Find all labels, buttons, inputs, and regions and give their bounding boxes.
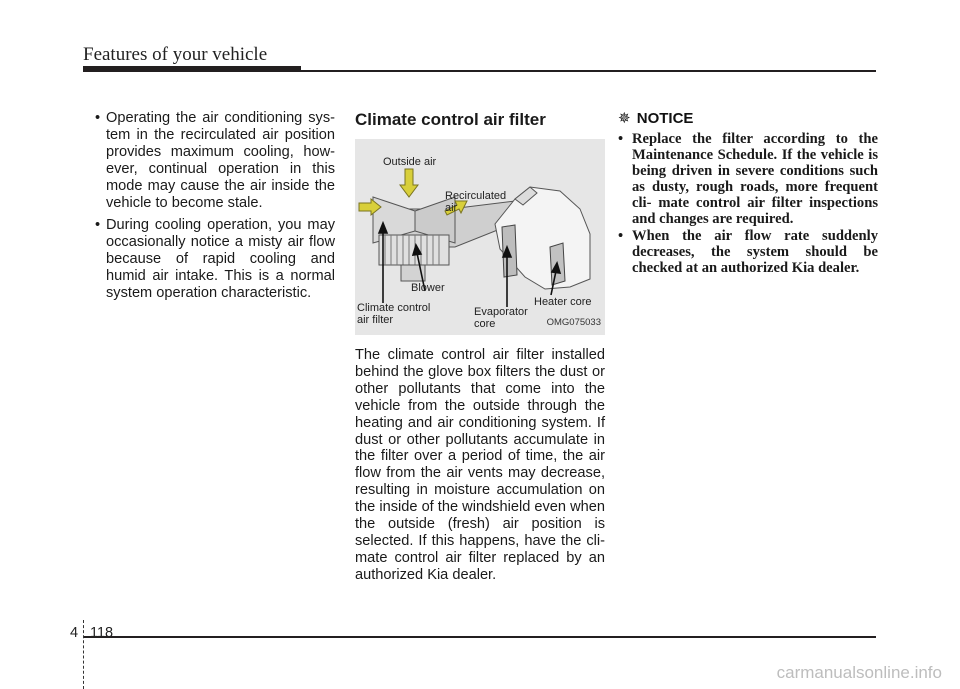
footer-rule (83, 636, 876, 638)
notice-item: • Replace the filter according to the Maintenance Schedule. If the vehicle is being driven in severe conditions such as dusty, rough roads, more frequent cli- mate control air filter inspections and changes are required. (618, 131, 878, 228)
label-heater-core: Heater core (534, 296, 592, 308)
notice-heading (618, 110, 878, 128)
footer-divider (83, 620, 84, 689)
label-blower: Blower (411, 282, 445, 294)
bullet-item: • During cooling operation, you may occasionally notice a misty air flow because of rapid cooling and humid air intake. This is a normal system operation characteristic. (95, 217, 335, 302)
label-climate-control-air-filter: Climate control air filter (357, 302, 431, 326)
section-title: Climate control air filter (355, 110, 546, 129)
filter-diagram (355, 139, 605, 335)
label-recirculated-air: Recirculated air (445, 190, 507, 214)
notice-star-icon: ✵ (618, 110, 631, 127)
notice-title: NOTICE (636, 110, 694, 127)
bullet-list (95, 110, 335, 302)
header-title: Features of your vehicle (83, 44, 268, 65)
bullet-item: • Operating the air conditioning sys- tem in the recirculated air position provides maximum cooling, how- ever, continual operation in this mode may cause the air inside the vehicle to become stale. (95, 110, 335, 211)
figure-code: OMG075033 (546, 317, 601, 329)
chapter-number: 4 (70, 625, 79, 641)
section-body: The climate control air filter installed behind the glove box filters the dust or other pollutants that come into the vehicle from the outside through the heating and air conditioning system. If dust or other pollutants accumulate in the filter over a period of time, the air flow from the air vents may decrease, resulting in moisture accumulation on the inside of the windshield even when the outside (fresh) air position is selected. If this happens, have the cli- mate control air filter replaced by an authorized Kia dealer. (355, 347, 605, 583)
page-number: 118 (90, 625, 114, 641)
column-2 (355, 110, 605, 584)
column-3 (618, 110, 878, 276)
label-evaporator-core: Evaporator core (474, 306, 528, 330)
watermark: carmanualsonline.info (776, 663, 942, 682)
notice-item: • When the air flow rate suddenly decreases, the system should be checked at an authorized Kia dealer. (618, 228, 878, 276)
header-rule-thin (301, 70, 876, 72)
label-outside-air: Outside air (383, 156, 437, 168)
column-1 (95, 110, 335, 308)
outside-air-arrow (400, 169, 418, 197)
notice-list (618, 131, 878, 276)
header-rule-thick (83, 66, 301, 72)
